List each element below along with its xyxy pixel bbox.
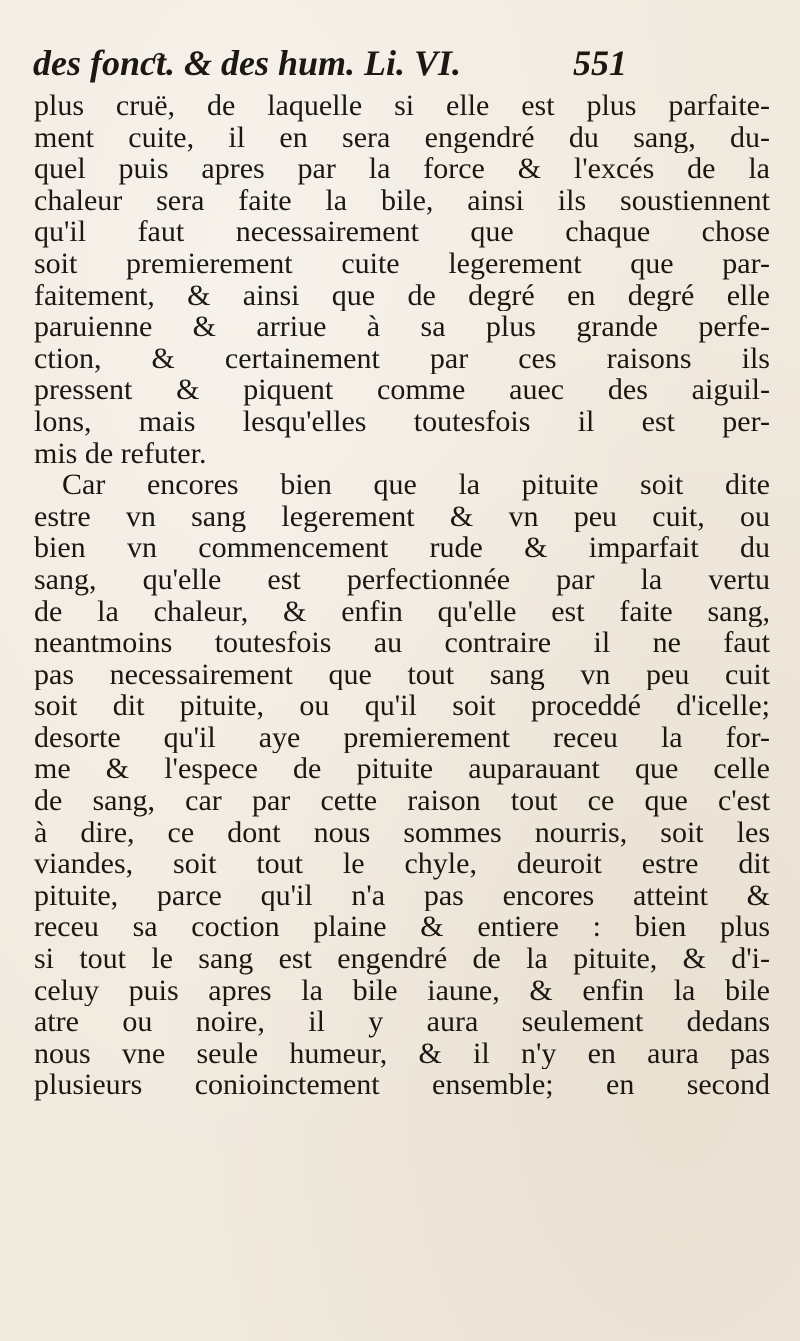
text-line: chaleur sera faite la bile, ainsi ils soustiennent [34, 184, 770, 217]
running-title: des fonƈt. & des hum. Li. VI. [33, 43, 462, 83]
text-line: atre ou noire, il y aura seulement dedans [34, 1006, 770, 1038]
page-number: 551 [573, 43, 627, 83]
text-line: plusieurs conioinctement ensemble; en second [34, 1069, 770, 1101]
text-line: soit dit pituite, ou qu'il soit proceddé d'icelle; [34, 690, 770, 722]
text-line: faitement, & ainsi que de degré en degré elle [34, 279, 770, 312]
text-line: pituite, parce qu'il n'a pas encores atteint & [34, 879, 770, 912]
text-line: desorte qu'il aye premierement receu la for- [34, 721, 770, 754]
text-line: quel puis apres par la force & l'excés de la [34, 153, 770, 185]
body-text [34, 90, 774, 1101]
text-line: qu'il faut necessairement que chaque chose [34, 216, 770, 248]
text-line: paruienne & arriue à sa plus grande perfe- [34, 311, 770, 343]
text-line: bien vn commencement rude & imparfait du [34, 532, 770, 564]
text-line: me & l'espece de pituite auparauant que celle [34, 753, 770, 786]
text-line: celuy puis apres la bile iaune, & enfin la bile [34, 974, 770, 1007]
paragraph-first-line: Car encores bien que la pituite soit dite [62, 469, 770, 501]
text-line: neantmoins toutesfois au contraire il ne faut [34, 627, 770, 659]
text-line: de sang, car par cette raison tout ce que c'est [34, 785, 770, 817]
text-line: de la chaleur, & enfin qu'elle est faite sang, [34, 595, 770, 628]
page-header [33, 40, 633, 86]
text-line: estre vn sang legerement & vn peu cuit, ou [34, 500, 770, 533]
text-line: viandes, soit tout le chyle, deuroit estre dit [34, 848, 770, 880]
text-line: pas necessairement que tout sang vn peu cuit [34, 658, 770, 691]
text-line: à dire, ce dont nous sommes nourris, soit les [34, 816, 770, 849]
text-line: sang, qu'elle est perfectionnée par la vertu [34, 563, 770, 596]
text-line: mis de refuter. [34, 437, 207, 470]
text-line: lons, mais lesqu'elles toutesfois il est per- [34, 405, 770, 438]
text-line: ment cuite, il en sera engendré du sang, du- [34, 121, 770, 154]
text-line: ction, & certainement par ces raisons ils [34, 342, 770, 375]
text-line: nous vne seule humeur, & il n'y en aura pas [34, 1037, 770, 1070]
text-line: receu sa coction plaine & entiere : bien plus [34, 911, 770, 944]
text-line: soit premierement cuite legerement que par- [34, 247, 770, 280]
text-line: pressent & piquent comme auec des aiguil- [34, 374, 770, 406]
text-line: si tout le sang est engendré de la pituite, & d'i- [34, 943, 770, 975]
text-line: plus cruë, de laquelle si elle est plus parfaite- [34, 90, 770, 122]
